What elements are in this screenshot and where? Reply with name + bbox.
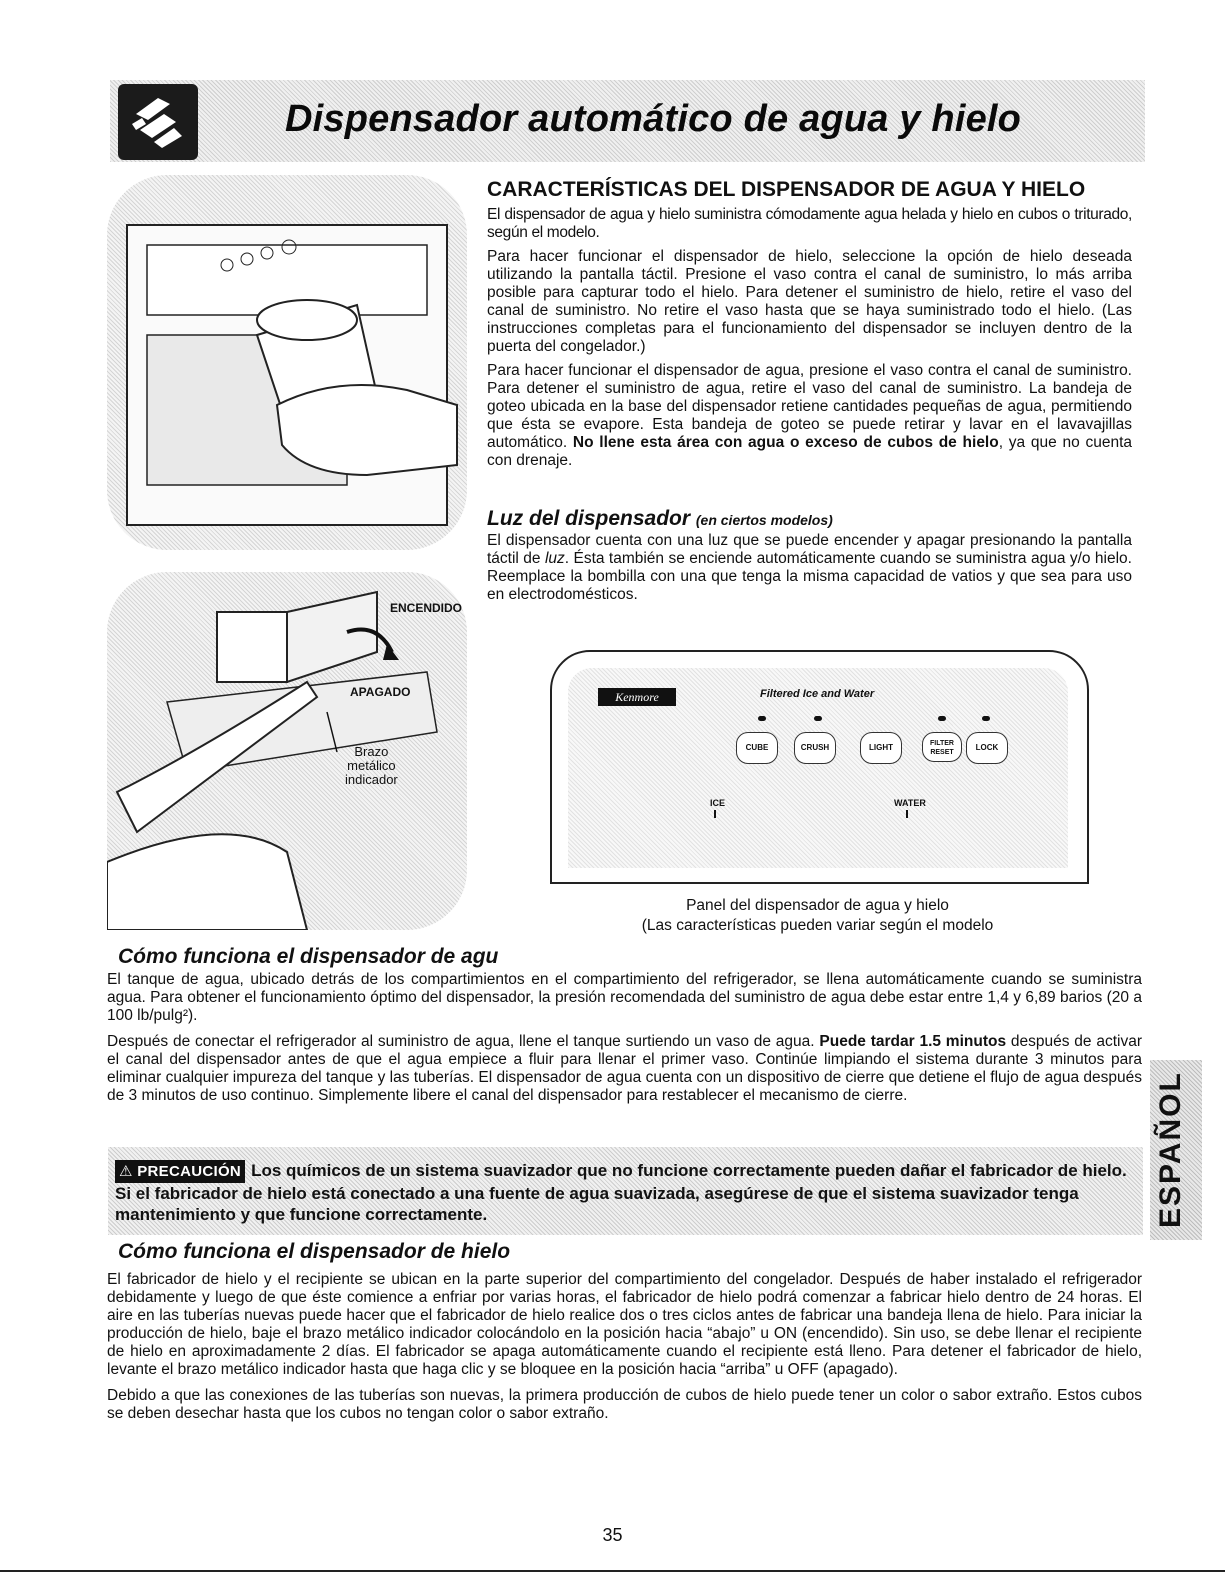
lock-button[interactable]: LOCK (966, 732, 1008, 764)
ice-maker-illustration (107, 572, 467, 930)
brand-logo: Kenmore (598, 688, 676, 706)
light-heading-text: Luz del dispensador (487, 507, 691, 530)
light-p-text: El dispensador cuenta con una luz que se puede encender y apagar presionando la pantalla táctil de (487, 532, 1132, 567)
features-heading: CARACTERÍSTICAS DEL DISPENSADOR DE AGUA Y HIELO (487, 178, 1086, 201)
water-heading: Cómo funciona el dispensador de agu (118, 945, 499, 968)
ice-cubes-icon (118, 84, 198, 160)
features-paragraph-2: Para hacer funcionar el dispensador de hielo, seleccione la opción de hielo deseada utilizando la pantalla táctil. Presione el vaso contra el canal de suministro, lo más arriba posible para capturar todo el hielo. Para detener el suministro de hielo, retire el vaso del canal de suministro. No retire el vaso hasta que se haya suministrado todo el hielo. (Las instrucciones completas para el funcionamiento del dispensador se incluyen dentro de la puerta del congelador.) (487, 248, 1132, 355)
page-title: Dispensador automático de agua y hielo (285, 98, 1022, 140)
features-p3-text: Para hacer funcionar el dispensador de agua, presione el vaso contra el canal de suministro. Para detener el suministro de agua, retire el vaso del canal de suministro. La bandeja de goteo ubicada en la base del dispensador retiene cantidades pequeñas de agua, permitiendo que ésta se evapore. Esta bandeja de goteo se puede retirar y lavar en el lavavajillas automático. (487, 362, 1132, 451)
light-button[interactable]: LIGHT (860, 732, 902, 764)
arm-label-line1: Brazo (354, 744, 389, 759)
cube-button[interactable]: CUBE (736, 732, 778, 764)
panel-model-text: Filtered Ice and Water (760, 688, 875, 700)
water-paragraph-1: El tanque de agua, ubicado detrás de los compartimientos en el compartimiento del refrigerador, se llena automáticamente cuando se suministra agua. Para obtener el funcionamiento óptimo del dispensador, la presión recomendada del suministro de agua debe estar entre 1,4 y 6,89 barios (20 a 100 lb/pulg²). (107, 971, 1142, 1024)
ice-paragraph-1: El fabricador de hielo y el recipiente se ubican en la parte superior del compartimiento del congelador. Después de haber instalado el refrigerador debidamente y luego de que éste comience a enfriar por varias horas, el fabricador de hielo podrá comenzar a fabricar hielo dentro de 24 horas. El aire en las tuberías nuevas puede hacer que el fabricador de hielo realice dos o tres ciclos antes de fabricar una bandeja llena de hielo. Para iniciar la producción de hielo, baje el brazo metálico indicador colocándolo en la posición hacia “abajo” u ON (encendido). Sin uso, se debe llenar el recipiente de hielo en aproximadamente 2 días. El fabricador se apaga automáticamente cuando el recipiente está lleno. Para detener el fabricador de hielo, levante el brazo metálico indicador hasta que haga clic y se bloquee en la posición hacia “arriba” u OFF (apagado). (107, 1271, 1142, 1378)
water-p2-bold: Puede tardar 1.5 minutos (819, 1033, 1007, 1050)
panel-caption-line1: Panel del dispensador de agua y hielo (686, 897, 949, 914)
water-p2-tail: después de activar el canal del dispensador antes de que el agua empiece a fluir para llenar el primer vaso. Continúe limpiando el sistema durante 3 minutos para eliminar cualquier impureza del tanque y las tuberías. El dispensador de agua cuenta con un dispositivo de cierre que detiene el flujo de agua después de 3 minutos de uso continuo. Simplemente libere el canal del dispensador para restablecer el mecanismo de cierre. (107, 1033, 1142, 1104)
features-text (487, 206, 1132, 470)
ice-marker (714, 810, 716, 818)
crush-indicator-light (814, 716, 822, 721)
caution-badge: ⚠ PRECAUCIÓN (115, 1160, 245, 1183)
caution-message: Los químicos de un sistema suavizador que no funcione correctamente pueden dañar el fabricador de hielo. Si el fabricador de hielo está conectado a una fuente de agua suavizada, asegúrese de que el sistema suavizador tenga mantenimiento y que funcione correctamente. (115, 1161, 1127, 1224)
panel-caption (550, 896, 1085, 936)
arm-label-line2: metálico (347, 758, 396, 773)
water-p2-text: Después de conectar el refrigerador al suministro de agua, llene el tanque surtiendo un vaso de agua. (107, 1033, 820, 1050)
ice-paragraph-2: Debido a que las conexiones de las tuberías son nuevas, la primera producción de cubos de hielo puede tener un color o sabor extraño. Estos cubos se deben desechar hasta que los cubos no tengan color o sabor extraño. (107, 1387, 1142, 1422)
ice-heading: Cómo funciona el dispensador de hielo (118, 1240, 511, 1263)
features-paragraph-3 (487, 362, 1132, 470)
dispenser-cup-illustration (107, 175, 467, 550)
features-p3-tail: , ya que no cuenta con drenaje. (487, 434, 1133, 469)
apagado-label: APAGADO (350, 685, 411, 699)
water-paragraph-2 (107, 1033, 1142, 1105)
water-label: WATER (894, 798, 926, 808)
arm-label-line3: indicador (345, 772, 398, 787)
filter-reset-button[interactable]: FILTER RESET (922, 732, 962, 762)
water-marker (906, 810, 908, 818)
light-p-tail: . Ésta también se enciende automáticamente cuando se suministra agua y/o hielo. Reemplace la bombilla con una que tenga la misma capacidad de vatios y que sea para uso en electrodomésticos. (487, 550, 1132, 603)
light-paragraph (487, 532, 1132, 604)
lock-indicator-light (982, 716, 990, 721)
panel-caption-line2: (Las características pueden variar según el modelo (641, 917, 994, 934)
ice-label: ICE (710, 798, 726, 808)
light-p-italic: luz (544, 550, 565, 567)
light-heading (487, 507, 833, 531)
features-p3-bold: No llene esta área con agua o exceso de cubos de hielo (572, 434, 999, 451)
bottom-rule (0, 1570, 1225, 1572)
crush-button[interactable]: CRUSH (794, 732, 836, 764)
water-text (107, 971, 1142, 1105)
page-number: 35 (602, 1525, 623, 1545)
caution-text (115, 1160, 1130, 1225)
encendido-label: ENCENDIDO (390, 601, 463, 615)
filter-indicator-light (938, 716, 946, 721)
cube-indicator-light (758, 716, 766, 721)
language-tab-label: ESPAÑOL (1154, 1071, 1187, 1229)
arm-label (345, 745, 398, 787)
ice-text (107, 1271, 1142, 1423)
light-text (487, 532, 1132, 604)
caution-badge-label: PRECAUCIÓN (137, 1163, 242, 1180)
light-heading-note: (en ciertos modelos) (695, 512, 833, 528)
features-paragraph-1: El dispensador de agua y hielo suministra cómodamente agua helada y hielo en cubos o triturado, según el modelo. (487, 206, 1132, 241)
